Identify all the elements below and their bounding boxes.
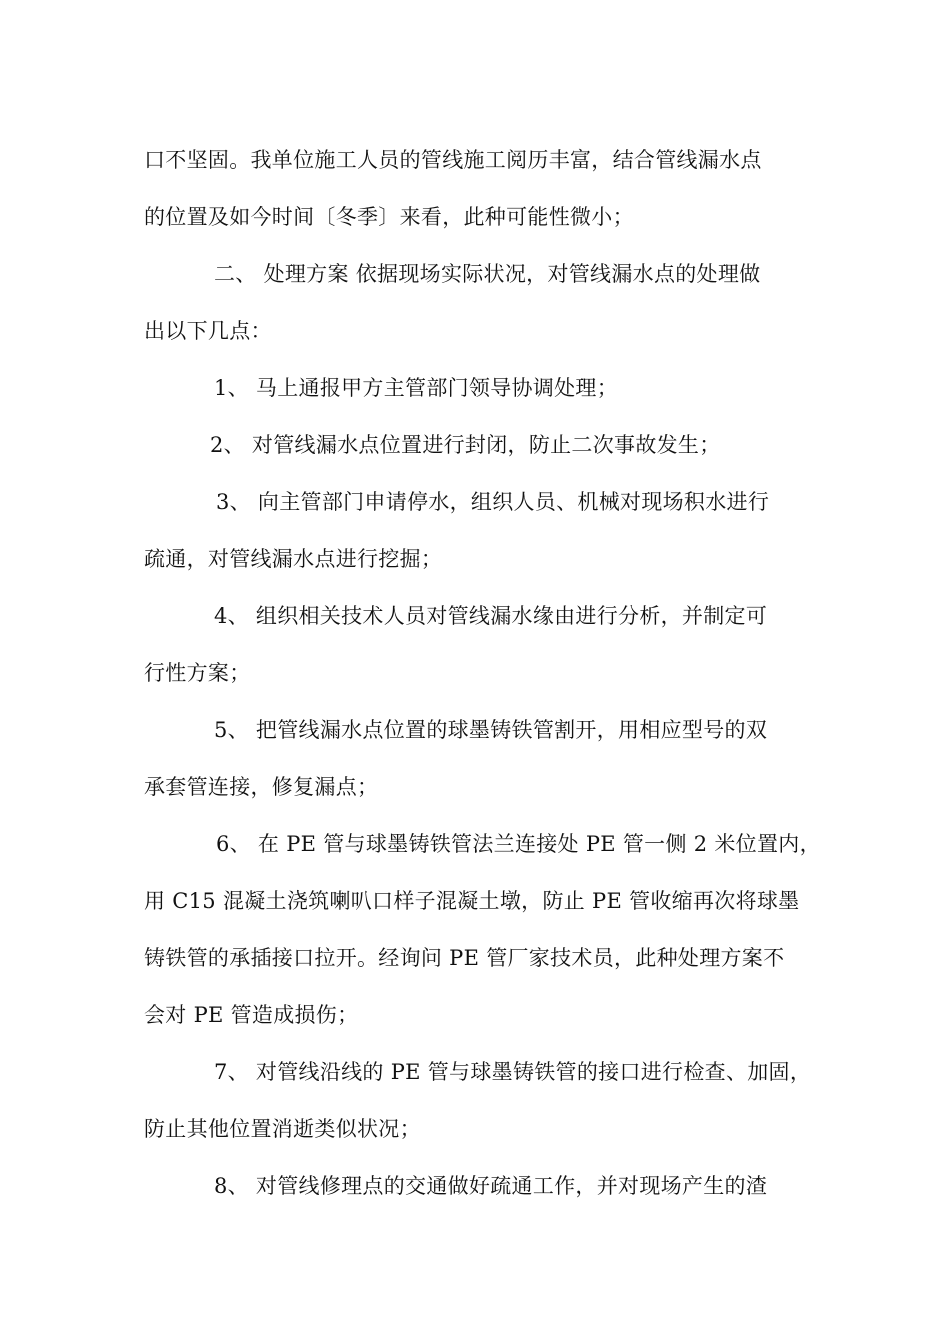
paragraph-continuation	[144, 132, 814, 246]
text-line: 用 C15 混凝土浇筑喇叭口样子混凝土墩，防止 PE 管收缩再次将球墨	[144, 889, 800, 913]
list-item-4	[144, 588, 814, 702]
list-item-line: 3、 向主管部门申请停水，组织人员、机械对现场积水进行	[216, 490, 770, 514]
text-line: 会对 PE 管造成损伤；	[144, 1003, 359, 1027]
list-item-3	[144, 474, 814, 588]
list-item-line: 1、 马上通报甲方主管部门领导协调处理；	[214, 376, 619, 400]
paragraph-section-two	[144, 246, 814, 360]
section-heading-line: 二、 处理方案 依据现场实际状况，对管线漏水点的处理做	[214, 262, 761, 286]
list-item-2	[144, 417, 814, 474]
document-body	[144, 132, 821, 1215]
text-line: 疏通，对管线漏水点进行挖掘；	[144, 547, 443, 571]
list-item-line: 6、 在 PE 管与球墨铸铁管法兰连接处 PE 管一侧 2 米位置内，	[216, 832, 821, 856]
list-item-line: 8、 对管线修理点的交通做好疏通工作，并对现场产生的渣	[214, 1174, 768, 1198]
list-item-line: 5、 把管线漏水点位置的球墨铸铁管割开，用相应型号的双	[214, 718, 768, 742]
list-item-1	[144, 360, 814, 417]
text-line: 出以下几点：	[144, 319, 272, 343]
text-line: 铸铁管的承插接口拉开。经询问 PE 管厂家技术员，此种处理方案不	[144, 946, 785, 970]
list-item-8	[144, 1158, 814, 1215]
list-item-line: 7、 对管线沿线的 PE 管与球墨铸铁管的接口进行检查、加固，	[214, 1060, 812, 1084]
list-item-line: 4、 组织相关技术人员对管线漏水缘由进行分析，并制定可	[214, 604, 768, 628]
list-item-line: 2、 对管线漏水点位置进行封闭，防止二次事故发生；	[210, 433, 721, 457]
list-item-6	[144, 816, 821, 1044]
text-line: 口不坚固。我单位施工人员的管线施工阅历丰富，结合管线漏水点	[144, 148, 762, 172]
text-line: 行性方案；	[144, 661, 251, 685]
text-line: 承套管连接，修复漏点；	[144, 775, 379, 799]
text-line: 的位置及如今时间〔冬季〕来看，此种可能性微小；	[144, 205, 634, 229]
list-item-5	[144, 702, 814, 816]
text-line: 防止其他位置消逝类似状况；	[144, 1117, 421, 1141]
list-item-7	[144, 1044, 814, 1158]
